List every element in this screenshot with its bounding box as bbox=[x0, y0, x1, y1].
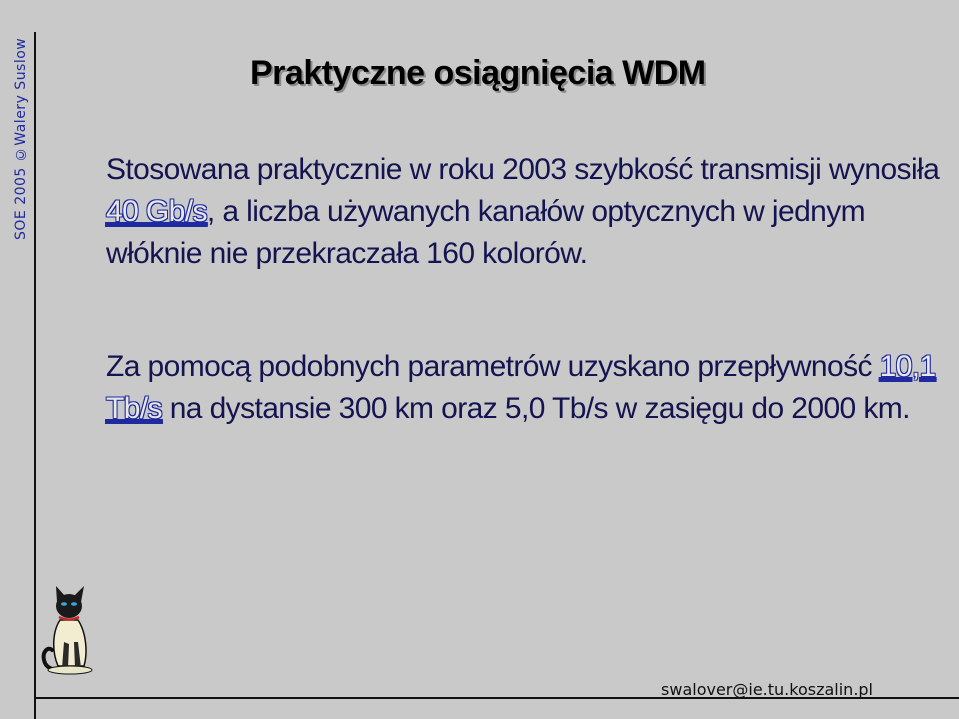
paragraph-1-text-b: , a liczba używanych kanałów optycznych w jednym włóknie nie przekraczała 160 kolorów. bbox=[106, 195, 866, 270]
slide-title: Praktyczne osiągnięcia WDM bbox=[250, 54, 706, 92]
paragraph-2-text-a: Za pomocą podobnych parametrów uzyskano przepływność bbox=[106, 350, 880, 383]
siamese-cat-icon bbox=[38, 580, 100, 678]
paragraph-1-highlight: 40 Gb/s bbox=[106, 195, 207, 228]
sidebar-copyright-label: SOE 2005 ©Walery Suslow bbox=[13, 37, 29, 240]
paragraph-2 bbox=[106, 346, 946, 430]
paragraph-2-highlight: 10,1 Tb/s bbox=[106, 350, 936, 425]
paragraph-1-text-a: Stosowana praktycznie w roku 2003 szybkość transmisji wynosiła bbox=[106, 153, 940, 186]
paragraph-1 bbox=[106, 149, 946, 275]
vertical-divider bbox=[34, 32, 36, 719]
footer-email: swalover@ie.tu.koszalin.pl bbox=[661, 680, 873, 699]
paragraph-2-text-b: na dystansie 300 km oraz 5,0 Tb/s w zasięgu do 2000 km. bbox=[161, 392, 910, 425]
